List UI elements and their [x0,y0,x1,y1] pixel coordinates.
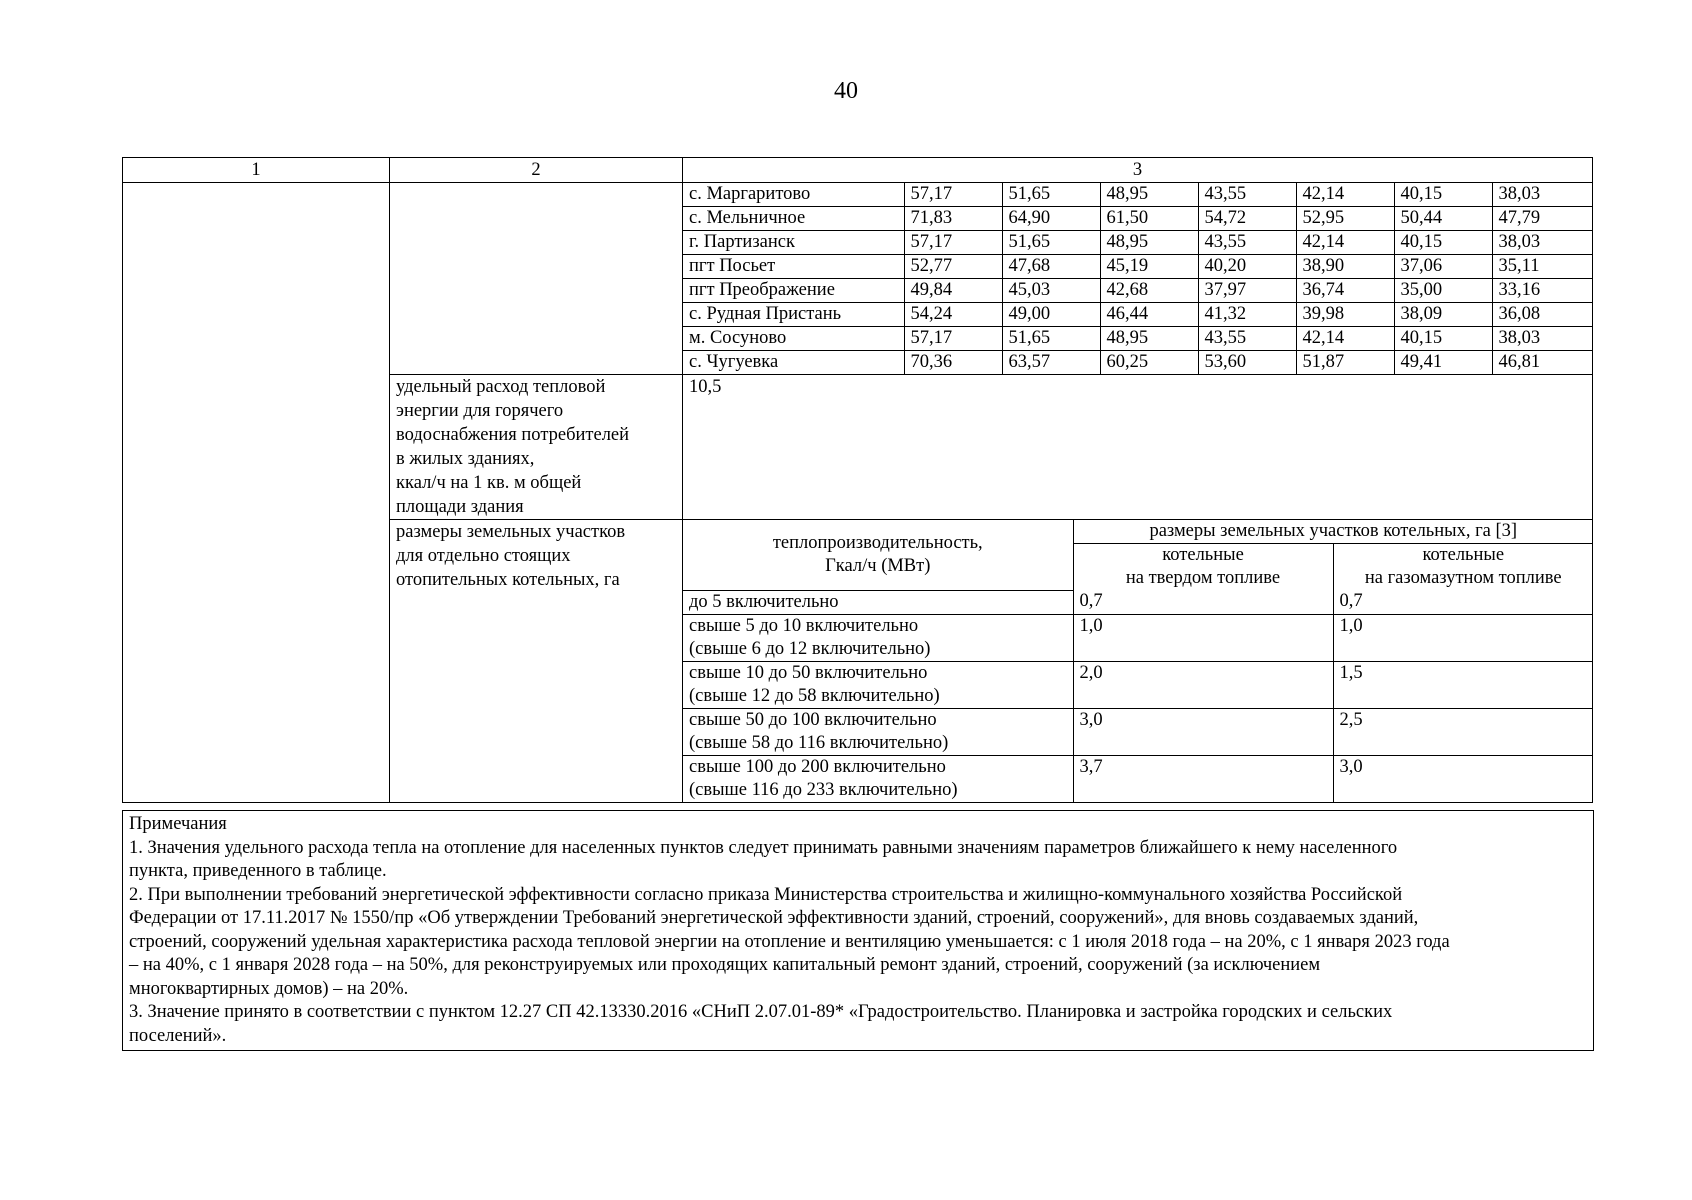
solid-fuel-header [1073,544,1333,591]
heat-values-table [683,183,1593,374]
heat-value: 46,81 [1492,351,1593,375]
note-line: Федерации от 17.11.2017 № 1550/пр «Об утверждении Требований энергетической эффективности зданий, строений, сооружений», для вновь создаваемых зданий, [129,908,1419,928]
land-plot-row [683,590,1593,614]
gas-fuel-area: 1,5 [1333,661,1593,708]
gas-header-line: котельные [1422,545,1505,565]
heat-value: 51,87 [1296,351,1394,375]
main-table [122,157,1593,803]
hot-water-value: 10,5 [683,375,1593,520]
heat-value: 33,16 [1492,279,1593,303]
heat-value: 35,00 [1394,279,1492,303]
gas-fuel-header [1333,544,1593,591]
solid-fuel-area: 3,0 [1073,708,1333,755]
land-plot-row [683,614,1593,661]
heat-value: 45,03 [1002,279,1100,303]
heat-value: 38,09 [1394,303,1492,327]
settlement-name: г. Партизанск [683,231,904,255]
heat-value: 49,41 [1394,351,1492,375]
heat-value: 42,14 [1296,231,1394,255]
note-line: строений, сооружений удельная характеристика расхода тепловой энергии на отопление и вентиляцию уменьшается: с 1 июля 2018 года – на 20%, с 1 января 2023 года [129,931,1450,952]
capacity-range [683,590,1073,614]
gas-fuel-area: 3,0 [1333,755,1593,802]
heat-value: 60,25 [1100,351,1198,375]
heat-value: 48,95 [1100,231,1198,255]
capacity-line: до 5 включительно [689,591,839,612]
heat-value: 52,95 [1296,207,1394,231]
capacity-header-line: Гкал/ч (МВт) [825,555,931,576]
capacity-header-line: теплопроизводительность, [772,532,983,553]
heat-values-cell [683,183,1593,375]
heat-value: 63,57 [1002,351,1100,375]
solid-fuel-area: 2,0 [1073,661,1333,708]
heat-value: 54,72 [1198,207,1296,231]
note-line: – на 40%, с 1 января 2028 года – на 50%, для реконструируемых или проходящих капитальный ремонт зданий, строений, сооружений (за исключением [129,955,1321,975]
heat-value: 37,97 [1198,279,1296,303]
heat-value: 45,19 [1100,255,1198,279]
heat-value: 43,55 [1198,327,1296,351]
solid-fuel-area: 1,0 [1073,614,1333,661]
heat-value: 38,03 [1492,231,1593,255]
note-line: 3. Значение принято в соответствии с пунктом 12.27 СП 42.13330.2016 «СНиП 2.07.01-89* «Градостроительство. Планировка и застройка городских и сельских [129,1002,1393,1022]
settlement-name: пгт Посьет [683,255,904,279]
heat-value: 40,15 [1394,231,1492,255]
capacity-range [683,708,1073,755]
note-line: 1. Значения удельного расхода тепла на отопление для населенных пунктов следует принимать равными значениям параметров ближайшего к нему населенного [129,837,1398,858]
heat-value: 47,79 [1492,207,1593,231]
land-line: отопительных котельных, га [396,570,620,590]
capacity-line: (свыше 6 до 12 включительно) [689,638,931,659]
land-line: размеры земельных участков [396,522,626,542]
settlement-name: м. Сосуново [683,327,904,351]
heat-value: 71,83 [904,207,1002,231]
heat-value: 42,14 [1296,183,1394,207]
heat-value: 61,50 [1100,207,1198,231]
heat-value: 50,44 [1394,207,1492,231]
header-col-2: 2 [390,158,683,183]
settlement-row [683,207,1593,231]
hot-water-line: площади здания [396,497,524,517]
land-plot-row [683,708,1593,755]
heat-value: 57,17 [904,183,1002,207]
gas-fuel-area: 0,7 [1333,590,1593,614]
heat-block-row [123,183,1593,375]
settlement-name: с. Маргаритово [683,183,904,207]
plots-header: размеры земельных участков котельных, га [3] [1073,520,1593,544]
hot-water-param [390,375,683,520]
heat-value: 41,32 [1198,303,1296,327]
gas-fuel-area: 1,0 [1333,614,1593,661]
settlement-row [683,255,1593,279]
capacity-line: свыше 50 до 100 включительно [689,709,937,730]
heat-value: 49,84 [904,279,1002,303]
heat-value: 40,15 [1394,327,1492,351]
capacity-range [683,661,1073,708]
heat-value: 51,65 [1002,231,1100,255]
land-line: для отдельно стоящих [396,546,571,566]
hot-water-line: удельный расход тепловой [396,377,606,397]
heat-value: 38,90 [1296,255,1394,279]
heat-param-cell [390,183,683,375]
heat-value: 38,03 [1492,327,1593,351]
heat-value: 43,55 [1198,231,1296,255]
note-line: многоквартирных домов) – на 20%. [129,978,409,999]
land-table [683,520,1593,802]
heat-value: 42,14 [1296,327,1394,351]
settlement-name: с. Чугуевка [683,351,904,375]
col1-cell [123,183,390,803]
solid-header-line: котельные [1162,545,1244,565]
heat-value: 40,15 [1394,183,1492,207]
solid-fuel-area: 3,7 [1073,755,1333,802]
heat-value: 51,65 [1002,183,1100,207]
heat-value: 39,98 [1296,303,1394,327]
capacity-line: (свыше 116 до 233 включительно) [689,779,958,800]
hot-water-line: водоснабжения потребителей [396,425,630,445]
land-values-cell [683,520,1593,803]
settlement-row [683,279,1593,303]
heat-value: 37,06 [1394,255,1492,279]
note-line: пункта, приведенного в таблице. [129,861,387,881]
note-line: поселений». [129,1025,227,1046]
land-plot-row [683,755,1593,802]
gas-fuel-area: 2,5 [1333,708,1593,755]
heat-value: 54,24 [904,303,1002,327]
heat-value: 51,65 [1002,327,1100,351]
heat-value: 36,08 [1492,303,1593,327]
header-col-3: 3 [683,158,1593,183]
gas-header-line: на газомазутном топливе [1364,568,1562,588]
heat-value: 35,11 [1492,255,1593,279]
heat-value: 40,20 [1198,255,1296,279]
settlement-name: пгт Преображение [683,279,904,303]
heat-value: 47,68 [1002,255,1100,279]
heat-value: 46,44 [1100,303,1198,327]
page-number: 40 [834,78,858,104]
heat-value: 53,60 [1198,351,1296,375]
table-header-row [123,158,1593,183]
heat-value: 64,90 [1002,207,1100,231]
heat-value: 38,03 [1492,183,1593,207]
settlement-row [683,351,1593,375]
capacity-range [683,614,1073,661]
heat-value: 57,17 [904,327,1002,351]
capacity-line: свыше 100 до 200 включительно [689,756,946,777]
heat-value: 49,00 [1002,303,1100,327]
heat-value: 36,74 [1296,279,1394,303]
settlement-row [683,231,1593,255]
notes-box [122,810,1594,1051]
settlement-row [683,303,1593,327]
notes-lines [129,837,1587,1049]
land-plot-row [683,661,1593,708]
land-param [390,520,683,803]
note-line: 2. При выполнении требований энергетической эффективности согласно приказа Министерства строительства и жилищно-коммунального хозяйства Российской [129,884,1403,905]
header-col-1: 1 [123,158,390,183]
heat-value: 70,36 [904,351,1002,375]
heat-value: 42,68 [1100,279,1198,303]
capacity-line: (свыше 58 до 116 включительно) [689,732,949,753]
hot-water-line: ккал/ч на 1 кв. м общей [396,473,582,493]
settlement-row [683,183,1593,207]
settlement-name: с. Мельничное [683,207,904,231]
notes-title: Примечания [129,814,227,834]
hot-water-line: в жилых зданиях, [396,449,535,469]
heat-value: 52,77 [904,255,1002,279]
settlement-row [683,327,1593,351]
heat-value: 48,95 [1100,183,1198,207]
solid-header-line: на твердом топливе [1125,568,1281,588]
settlement-name: с. Рудная Пристань [683,303,904,327]
capacity-range [683,755,1073,802]
solid-fuel-area: 0,7 [1073,590,1333,614]
capacity-line: (свыше 12 до 58 включительно) [689,685,940,706]
heat-value: 43,55 [1198,183,1296,207]
capacity-line: свыше 10 до 50 включительно [689,662,928,683]
heat-value: 48,95 [1100,327,1198,351]
heat-value: 57,17 [904,231,1002,255]
capacity-line: свыше 5 до 10 включительно [689,615,919,636]
capacity-header [683,520,1073,590]
hot-water-line: энергии для горячего [396,401,564,421]
